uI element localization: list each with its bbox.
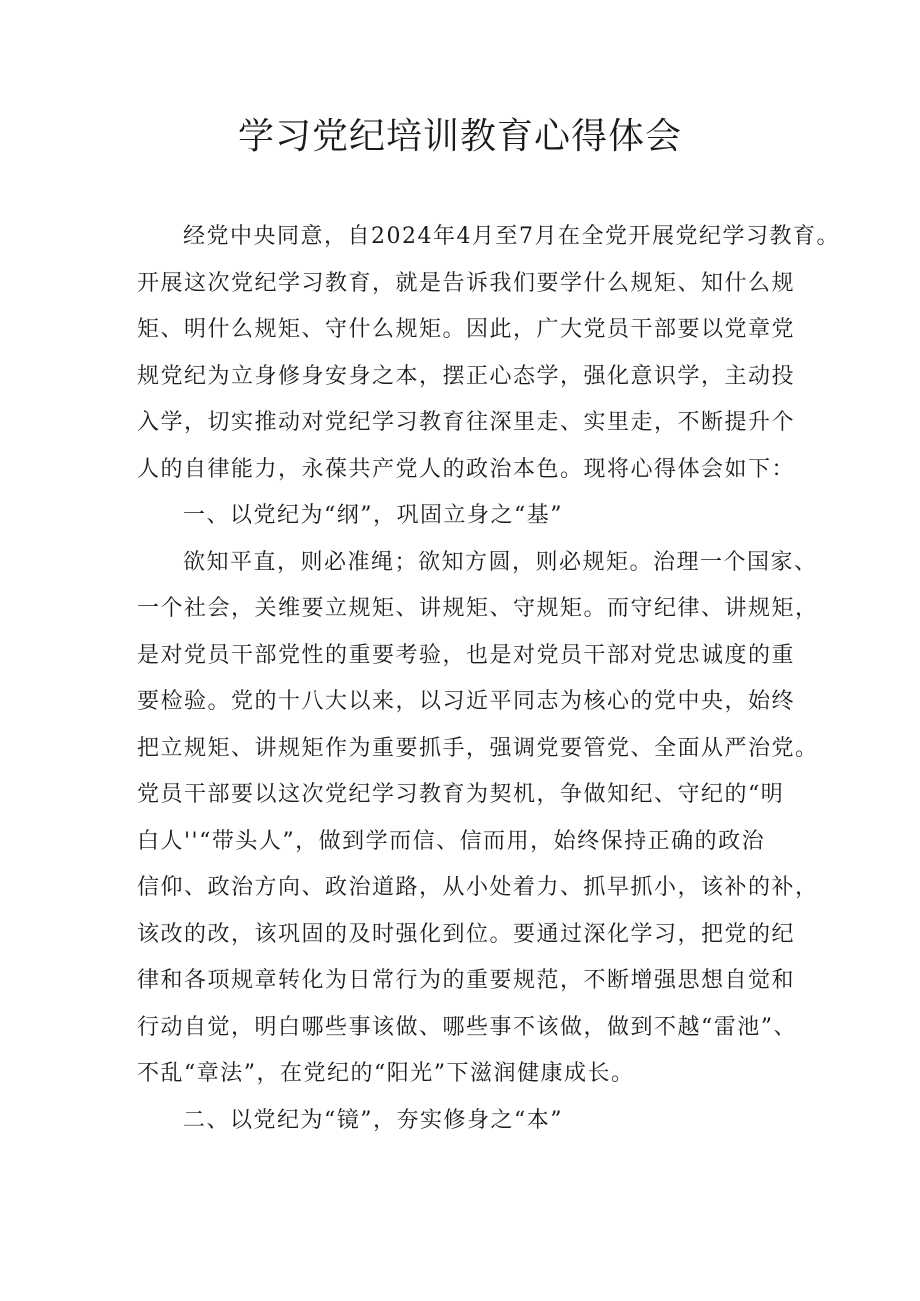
paragraph-line: 党员干部要以这次党纪学习教育为契机，争做知纪、守纪的“明: [137, 782, 785, 807]
paragraph-line: 矩、明什么规矩、守什么规矩。因此，广大党员干部要以党章党: [137, 317, 796, 342]
paragraph-line: 经党中央同意，自2024年4月至7月在全党开展党纪学习教育。: [183, 224, 840, 249]
paragraph-line: 律和各项规章转化为日常行为的重要规范，不断增强思想自觉和: [137, 968, 796, 993]
section-heading: 一、以党纪为“纲”，巩固立身之“基”: [183, 503, 563, 528]
paragraph-line: 欲知平直，则必准绳；欲知方圆，则必规矩。治理一个国家、: [183, 549, 818, 575]
paragraph-line: 入学，切实推动对党纪学习教育往深里走、实里走，不断提升个: [137, 410, 796, 435]
paragraph-line: 行动自觉，明白哪些事该做、哪些事不该做，做到不越“雷池”、: [137, 1014, 797, 1040]
paragraph-line: 信仰、政治方向、政治道路，从小处着力、抓早抓小，该补的补，: [137, 875, 819, 900]
paragraph-line: 不乱“章法”，在党纪的“阳光”下滋润健康成长。: [137, 1061, 635, 1086]
paragraph-line: 开展这次党纪学习教育，就是告诉我们要学什么规矩、知什么规: [137, 270, 796, 296]
paragraph-line: 一个社会，关维要立规矩、讲规矩、守规矩。而守纪律、讲规矩，: [137, 596, 819, 621]
paragraph-line: 是对党员干部党性的重要考验，也是对党员干部对党忠诚度的重: [137, 642, 796, 668]
paragraph-line: 该改的改，该巩固的及时强化到位。要通过深化学习，把党的纪: [137, 921, 796, 947]
paragraph-line: 把立规矩、讲规矩作为重要抓手，强调党要管党、全面从严治党。: [137, 735, 819, 761]
document-title: 学习党纪培训教育心得体会: [237, 116, 682, 157]
paragraph-line: 要检验。党的十八大以来，以习近平同志为核心的党中央，始终: [137, 689, 796, 714]
document-body: [137, 214, 840, 1144]
section-heading: 二、以党纪为“镜”，夯实修身之“本”: [183, 1107, 563, 1133]
paragraph-line: 白人''“带头人”，做到学而信、信而用，始终保持正确的政治: [137, 828, 766, 854]
paragraph-line: 人的自律能力，永葆共产党人的政治本色。现将心得体会如下：: [137, 456, 796, 482]
paragraph-line: 规党纪为立身修身安身之本，摆正心态学，强化意识学，主动投: [137, 363, 796, 389]
